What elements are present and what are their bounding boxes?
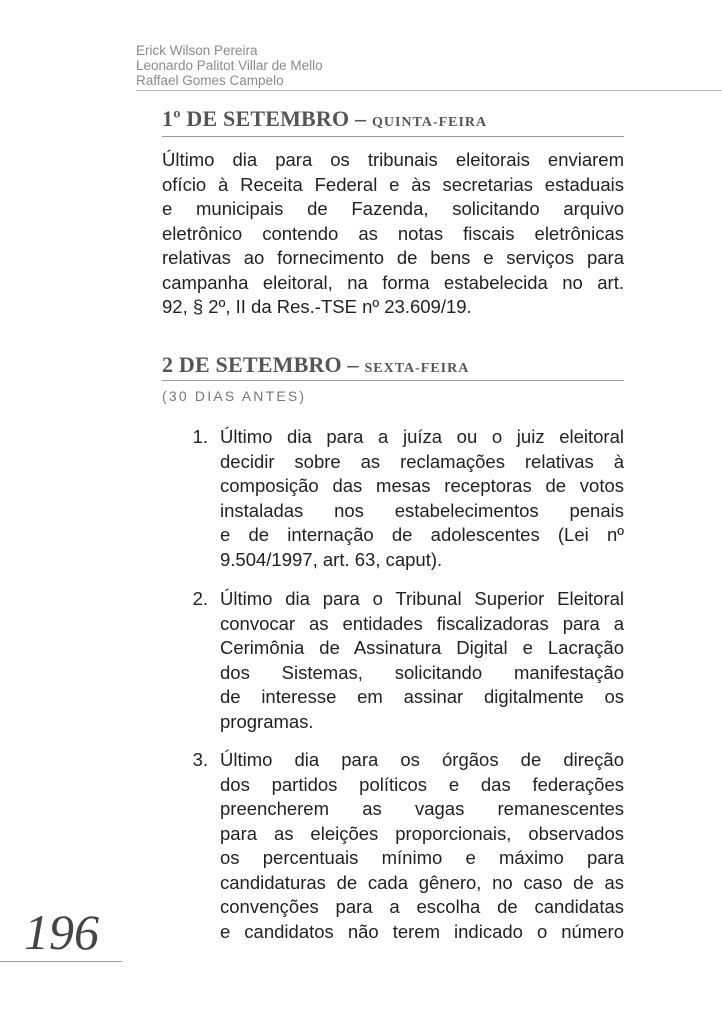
list-item-number: 3. [192, 749, 208, 770]
text-line: composição das mesas receptoras de votos [220, 475, 624, 496]
section-subtitle: (30 DIAS ANTES) [162, 388, 307, 404]
text-line: 9.504/1997, art. 63, caput). [220, 548, 443, 570]
text-line: e municipais de Fazenda, solicitando arquivo [162, 198, 624, 219]
heading-weekday: QUINTA-FEIRA [371, 115, 488, 130]
heading-rule [162, 380, 624, 381]
text-line: instaladas nos estabelecimentos penais [220, 499, 624, 521]
list-item-text [220, 587, 624, 734]
heading-dash: – [341, 352, 365, 377]
text-line: Último dia para o Tribunal Superior Eleitoral [220, 588, 624, 609]
text-line: e de internação de adolescentes (Lei nº [220, 524, 624, 545]
text-line: convocar as entidades fiscalizadoras para a [220, 612, 624, 634]
text-line: campanha eleitoral, na forma estabelecida no art. [162, 271, 624, 293]
text-line: e candidatos não terem indicado o número [220, 920, 624, 942]
text-line: preencherem as vagas remanescentes [220, 798, 624, 819]
text-line: Último dia para a juíza ou o juiz eleitoral [220, 426, 624, 447]
text-line: decidir sobre as reclamações relativas à [220, 450, 624, 472]
page-number: 196 [24, 904, 99, 960]
text-line: eletrônico contendo as notas fiscais eletrônicas [162, 222, 624, 244]
list-item-number: 1. [192, 426, 208, 447]
header-rule [136, 90, 722, 91]
author-name: Erick Wilson Pereira [136, 43, 258, 58]
text-line: ofício à Receita Federal e às secretarias estaduais [162, 173, 624, 195]
author-name: Raffael Gomes Campelo [136, 73, 284, 88]
list-item-number: 2. [192, 588, 208, 609]
heading-weekday: SEXTA-FEIRA [364, 361, 470, 376]
text-line: dos partidos políticos e das federações [220, 773, 624, 795]
section-heading-sep-1 [162, 106, 624, 132]
text-line: os percentuais mínimo e máximo para [220, 847, 624, 868]
footer-rule [0, 961, 122, 962]
text-line: programas. [220, 710, 314, 732]
heading-rule [162, 136, 624, 137]
text-line: para as eleições proporcionais, observados [220, 822, 624, 844]
list-item-text [220, 425, 624, 572]
list-item-text [220, 748, 624, 944]
section-heading-sep-2 [162, 352, 624, 378]
text-line: relativas ao fornecimento de bens e serviços para [162, 247, 624, 268]
text-line: Último dia para os tribunais eleitorais enviarem [162, 149, 624, 170]
text-line: de interesse em assinar digitalmente os [220, 686, 624, 707]
section-1-paragraph [162, 148, 624, 320]
text-line: convenções para a escolha de candidatas [220, 896, 624, 917]
text-line: Cerimônia de Assinatura Digital e Lacração [220, 637, 624, 658]
text-line: dos Sistemas, solicitando manifestação [220, 661, 624, 683]
heading-dash: – [349, 106, 372, 131]
author-name: Leonardo Palitot Villar de Mello [136, 58, 323, 73]
heading-date: 1º DE SETEMBRO [162, 106, 350, 131]
heading-date: 2 DE SETEMBRO [162, 352, 342, 377]
running-header-authors [136, 43, 323, 88]
text-line: candidaturas de cada gênero, no caso de as [220, 871, 624, 893]
text-line: 92, § 2º, II da Res.-TSE nº 23.609/19. [162, 296, 472, 317]
text-line: Último dia para os órgãos de direção [220, 749, 624, 770]
